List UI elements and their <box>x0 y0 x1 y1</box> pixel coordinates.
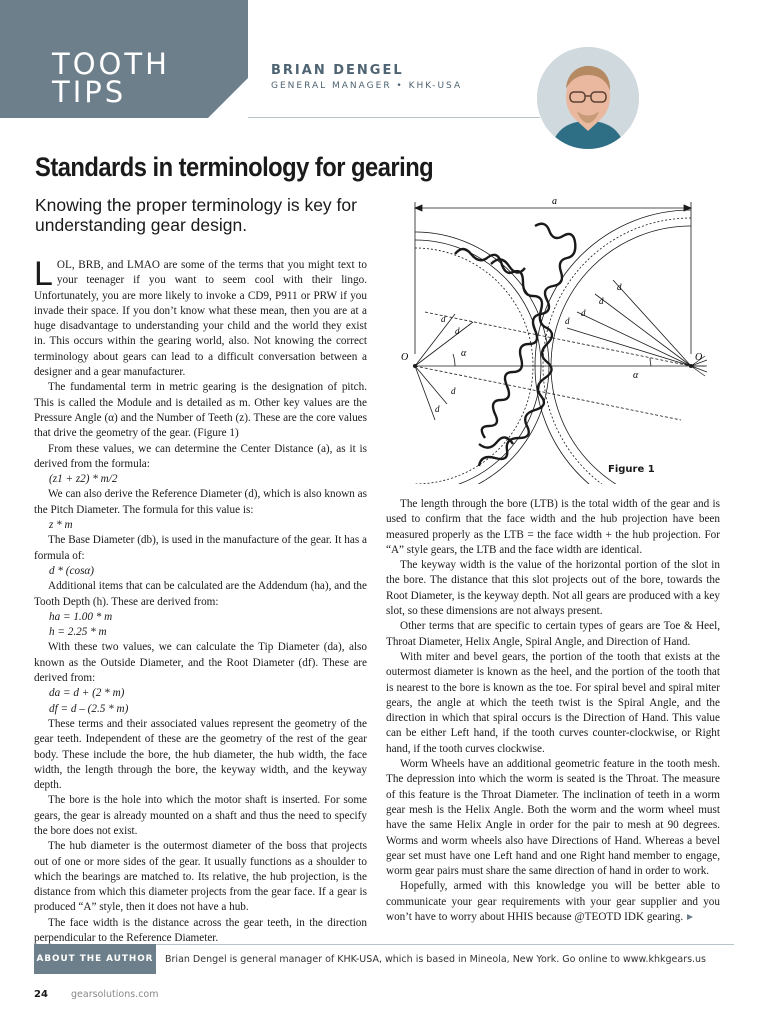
paragraph: With these two values, we can calculate the Tip Diameter (da), also known as the Outside Diameter, and the Root Diameter (df). These are derived from: <box>34 641 367 685</box>
paragraph: We can also derive the Reference Diameter (d), which is also known as the Pitch Diameter. The formula for this value is: <box>34 488 367 516</box>
paragraph: From these values, we can determine the Center Distance (a), as it is derived from the formula: <box>34 442 367 470</box>
paragraph: The length through the bore (LTB) is the total width of the gear and is used to confirm that the face width and the hub projection have been measured properly as the LTB = the face width + the hub projection. For “A” style gears, the LTB and the face width are identical. <box>386 498 720 556</box>
formula-center-distance: (z1 + z2) * m/2 <box>49 473 118 486</box>
paragraph: The bore is the hole into which the motor shaft is inserted. For some gears, the gear is already mounted on a shaft and thus the need to specify the bore does not exist. <box>34 794 367 837</box>
gear-geometry-diagram <box>395 194 720 484</box>
right-column <box>386 497 720 925</box>
author-portrait-icon <box>537 47 639 149</box>
section-title-line2: TIPS <box>52 75 127 109</box>
paragraph: Other terms that are specific to certain types of gears are Toe & Heel, Throat Diameter, Helix Angle, Spiral Angle, and Direction of Hand. <box>386 620 720 648</box>
end-of-article-icon <box>686 913 694 921</box>
paragraph: The face width is the distance across the gear teeth, in the direction perpendicular to the Reference Diameter. <box>34 916 367 945</box>
label-d2: d <box>599 296 604 306</box>
article-subtitle: Knowing the proper terminology is key for understanding gear design. <box>35 195 357 235</box>
label-db2: d <box>581 308 586 318</box>
label-alpha-2: α <box>633 370 639 381</box>
paragraph: The Base Diameter (db), is used in the manufacture of the gear. It has a formula of: <box>34 534 367 562</box>
label-o1: O <box>401 352 409 363</box>
paragraph: The hub diameter is the outermost diameter of the boss that projects out of one or more sides of the gear. It usually functions as a shoulder to which the bearings are matched to. Its relative, the hub projection, is the distance from which this diameter projects from the gear face. If a gear is produced “A” style, then it does not have a hub. <box>34 840 367 914</box>
label-center-distance: a <box>552 196 557 207</box>
paragraph: Worm Wheels have an additional geometric feature in the tooth mesh. The depression into which the worm is seated is the Throat. The measure of this feature is the Throat Diameter. The inclination of teeth in a worm gear mesh is the Helix Angle. Both the worm and the worm wheel must have the same Helix Angle in order for the pair to mesh at 90 degrees. Worms and worm wheels also have Directions of Hand. Whereas a bevel gear set must have one Left hand and one Right hand member to engage, worm gear pairs must share the same direction of hand in order to work. <box>386 758 720 878</box>
label-d1: d <box>441 314 446 324</box>
label-da1: d <box>451 386 456 396</box>
intro-paragraph: LOL, BRB, and LMAO are some of the terms that you might text to your teenager if you want to seem cool with their lingo. Unfortunately, you are more likely to invoke a CD9, P911 or PRW if you invade their space. If you don’t know what these mean, then you are at a huge disadvantage to understanding your child and the world they exist in. This occurs within the gearing world, also. Not knowing the correct terminology about gears can lead to a difficult conversation between a designer and a gear manufacturer. <box>34 255 367 379</box>
article-title: Standards in terminology for gearing <box>35 152 434 182</box>
section-title-line1: TOOTH <box>52 47 170 81</box>
label-da2: d <box>617 282 622 292</box>
paragraph: The keyway width is the value of the horizontal portion of the slot in the bore. The distance that this slot projects out of the bore, towards the Root Diameter, is the keyway depth. Not all gears are produced with a key slot, so these dimensions are not always present. <box>386 559 720 618</box>
site-url[interactable]: gearsolutions.com <box>71 989 159 1000</box>
author-name: BRIAN DENGEL <box>271 63 404 78</box>
label-alpha-1: α <box>461 348 467 359</box>
figure-caption: Figure 1 <box>608 464 655 475</box>
label-o2: O <box>695 352 703 363</box>
page-number: 24 <box>34 989 48 1000</box>
formula-reference-diameter: z * m <box>49 519 73 532</box>
about-author-label: ABOUT THE AUTHOR <box>34 944 156 974</box>
section-banner <box>0 0 248 118</box>
label-df2: d <box>565 316 570 326</box>
formula-base-diameter: d * (cosα) <box>49 564 95 577</box>
formula-root-diameter: df = d – (2.5 * m) <box>49 702 129 715</box>
gear-mesh-figure <box>395 194 720 484</box>
author-photo <box>537 47 639 149</box>
drop-cap: L <box>34 255 53 293</box>
label-df1: d <box>435 404 440 414</box>
paragraph: These terms and their associated values represent the geometry of the gear teeth. Independent of these are the geometry of the rest of the gear body. These include the bore, the hub diameter, the hub width, the face width, the length through the bore, the keyway width, and the keyway depth. <box>34 717 367 792</box>
closing-paragraph: Hopefully, armed with this knowledge you will be better able to communicate your gear requirements with your gear supplier and you won’t have to worry about HHIS because @TEOTD IDK gearing. <box>386 880 720 924</box>
section-title <box>52 47 170 109</box>
formula-tooth-depth: h = 2.25 * m <box>49 626 107 639</box>
author-role: GENERAL MANAGER • KHK-USA <box>271 81 463 91</box>
label-db1: d <box>455 326 460 336</box>
about-divider <box>156 944 734 945</box>
paragraph: Additional items that can be calculated are the Addendum (ha), and the Tooth Depth (h). These are derived from: <box>34 580 367 608</box>
formula-addendum: ha = 1.00 * m <box>49 610 113 623</box>
formula-tip-diameter: da = d + (2 * m) <box>49 687 125 700</box>
header-divider <box>248 117 540 118</box>
about-author-text: Brian Dengel is general manager of KHK-USA, which is based in Mineola, New York. Go online to www.khkgears.us <box>165 954 707 965</box>
paragraph: The fundamental term in metric gearing is the designation of pitch. This is called the Module and is detailed as m. Other key values are the Pressure Angle (α) and the Number of Teeth (z). These are the core values that drive the geometry of the gear. (Figure 1) <box>34 381 367 440</box>
left-column <box>34 255 367 946</box>
paragraph: With miter and bevel gears, the portion of the tooth that exists at the outermost diameter is known as the heel, and the portion of the tooth that is nearest to the bore is known as the toe. For spiral bevel and spiral miter gears, the angle at which the teeth twist is the Spiral Angle, and the direction in which that spiral occurs is the Direction of Hand. This value can be either Left hand, if the tooth curves counter-clockwise, or Right hand, if the tooth curves clockwise. <box>386 650 720 755</box>
pinion-teeth <box>455 249 552 466</box>
